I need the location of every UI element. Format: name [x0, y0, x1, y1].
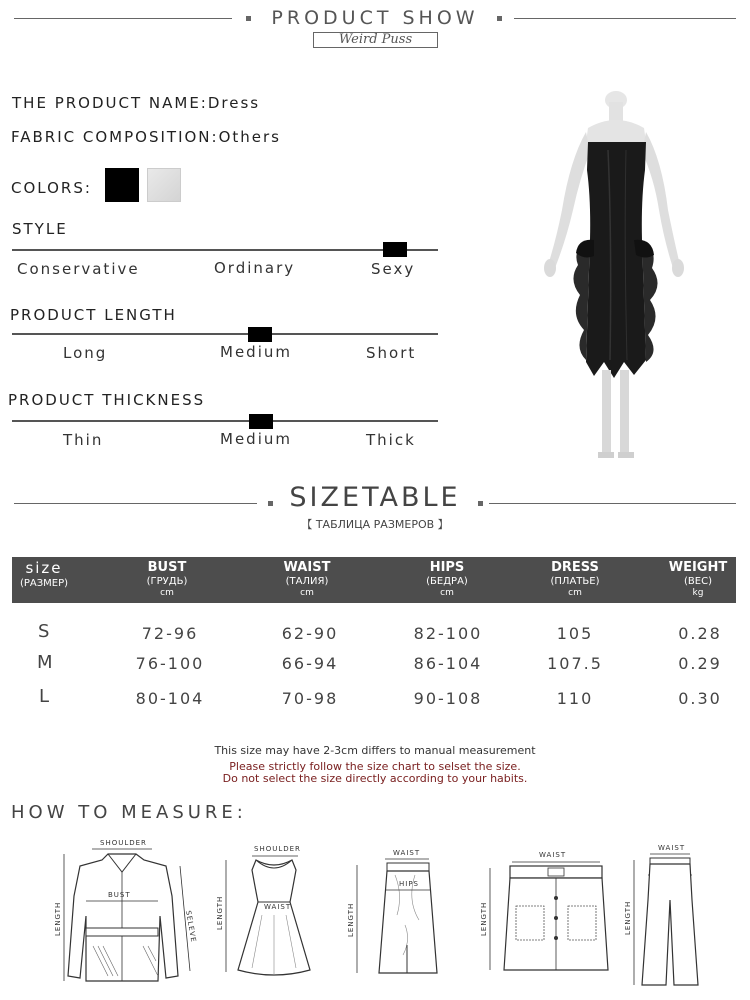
length-label: PRODUCT LENGTH	[10, 306, 177, 324]
color-swatch-white[interactable]	[147, 168, 181, 202]
cell-hips: 86-104	[413, 654, 483, 673]
cell-dress: 105	[556, 624, 594, 643]
cell-waist: 62-90	[281, 624, 339, 643]
sizetable-subtitle: 【 ТАБЛИЦА РАЗМЕРОВ 】	[301, 518, 449, 531]
col-size: size (РАЗМЕР)	[19, 559, 69, 589]
cell-bust: 72-96	[141, 624, 199, 643]
length-scale-line	[12, 333, 438, 335]
col-weight: WEIGHT (ВЕС) kg	[668, 560, 728, 598]
label-bust: BUST	[108, 891, 131, 899]
cell-hips: 90-108	[413, 689, 483, 708]
label-shoulder: SHOULDER	[254, 845, 301, 853]
jacket-diagram	[48, 836, 198, 988]
length-option-long: Long	[63, 344, 108, 362]
label-length: LENGTH	[216, 895, 224, 930]
label-hips: HIPS	[399, 880, 419, 888]
label-length: LENGTH	[480, 901, 488, 936]
cell-waist: 70-98	[281, 689, 339, 708]
style-option-ordinary: Ordinary	[214, 259, 296, 277]
length-option-medium: Medium	[220, 343, 292, 361]
trousers-diagram	[622, 840, 712, 990]
row-size: L	[39, 686, 50, 707]
row-size: M	[37, 652, 53, 673]
length-scale-marker	[248, 327, 272, 342]
cell-weight: 0.29	[678, 654, 722, 673]
colors-label: COLORS:	[11, 179, 92, 197]
page-title: PRODUCT SHOW	[271, 7, 479, 29]
style-label: STYLE	[12, 220, 68, 238]
label-length: LENGTH	[54, 901, 62, 936]
label-shoulder: SHOULDER	[100, 839, 147, 847]
sizetable-title: SIZETABLE	[289, 482, 461, 513]
thickness-option-thin: Thin	[63, 431, 104, 449]
note-measurement: This size may have 2-3cm differs to manual measurement	[214, 744, 536, 757]
label-sleeve: SELEVE	[184, 909, 198, 944]
dress-diagram	[212, 840, 312, 985]
style-option-sexy: Sexy	[371, 260, 416, 278]
cell-bust: 80-104	[135, 689, 205, 708]
style-scale-line	[12, 249, 438, 251]
cell-dress: 107.5	[547, 654, 603, 673]
thickness-label: PRODUCT THICKNESS	[8, 391, 206, 409]
cell-weight: 0.28	[678, 624, 722, 643]
col-hips: HIPS (БЕДРА) cm	[426, 560, 468, 598]
thickness-option-medium: Medium	[220, 430, 292, 448]
shorts-diagram	[478, 848, 618, 978]
style-option-conservative: Conservative	[17, 260, 140, 278]
style-scale-marker	[383, 242, 407, 257]
label-waist: WAIST	[539, 851, 567, 859]
label-length: LENGTH	[347, 902, 355, 937]
sizetable-header	[12, 557, 736, 603]
product-name: THE PRODUCT NAME:Dress	[12, 94, 261, 112]
label-waist: WAIST	[264, 903, 292, 911]
row-size: S	[38, 621, 50, 642]
label-waist: WAIST	[393, 849, 421, 857]
cell-bust: 76-100	[135, 654, 205, 673]
product-photo	[528, 90, 718, 470]
length-option-short: Short	[366, 344, 417, 362]
col-dress: DRESS (ПЛАТЬЕ) cm	[550, 560, 600, 598]
how-to-measure-title: HOW TO MEASURE:	[11, 802, 247, 823]
note-follow-chart: Please strictly follow the size chart to selset the size.	[229, 760, 521, 773]
label-length: LENGTH	[624, 900, 632, 935]
label-waist: WAIST	[658, 844, 686, 852]
note-habits: Do not select the size directly according to your habits.	[222, 772, 528, 785]
cell-hips: 82-100	[413, 624, 483, 643]
color-swatch-black[interactable]	[105, 168, 139, 202]
thickness-option-thick: Thick	[366, 431, 416, 449]
skirt-diagram	[345, 845, 445, 987]
thickness-scale-line	[12, 420, 438, 422]
cell-dress: 110	[556, 689, 594, 708]
cell-waist: 66-94	[281, 654, 339, 673]
brand-subtitle: Weird Puss	[313, 32, 438, 48]
col-bust: BUST (ГРУДЬ) cm	[146, 560, 188, 598]
fabric-composition: FABRIC COMPOSITION:Others	[11, 128, 281, 146]
cell-weight: 0.30	[678, 689, 722, 708]
thickness-scale-marker	[249, 414, 273, 429]
col-waist: WAIST (ТАЛИЯ) cm	[283, 560, 331, 598]
